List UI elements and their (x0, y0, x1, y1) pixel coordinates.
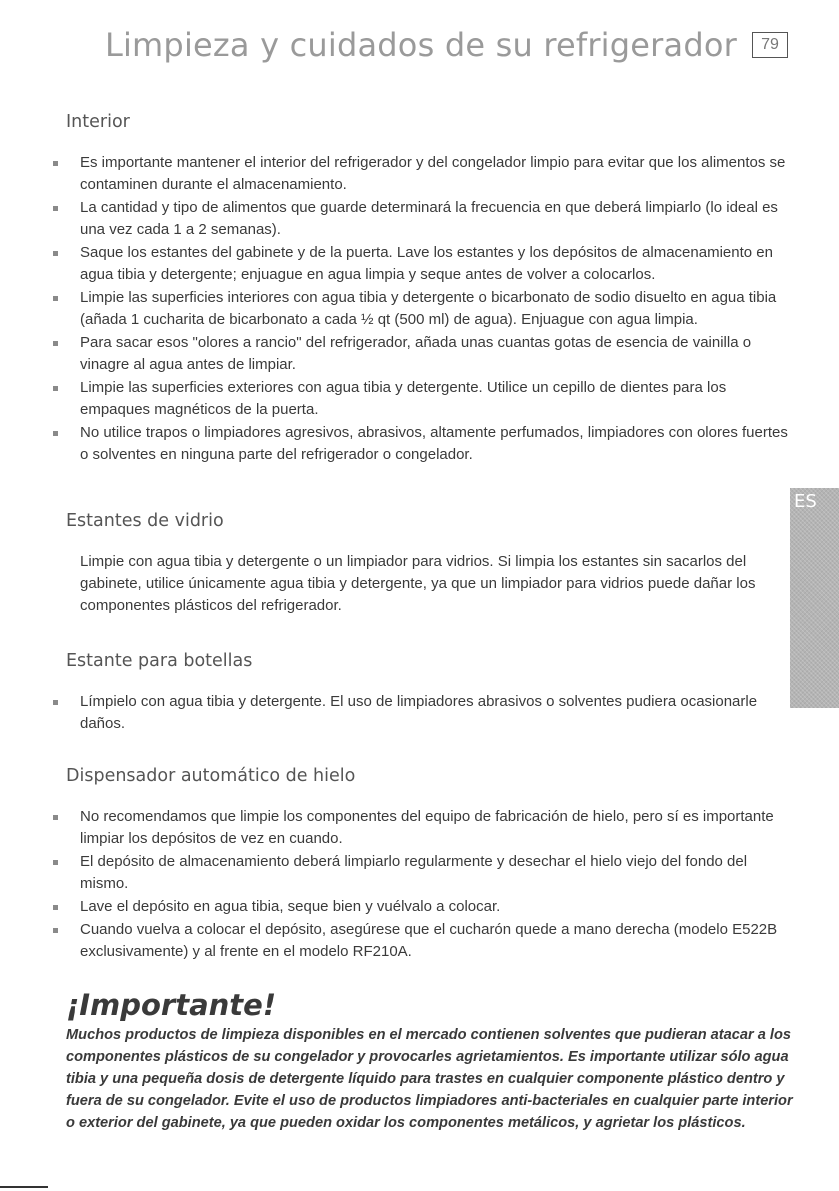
list-item-text: No recomendamos que limpie los componentes del equipo de fabricación de hielo, pero sí es importante limpiar los depósitos de vez en cuando. (80, 808, 774, 847)
list-item (66, 197, 790, 241)
bullet-icon (53, 341, 58, 346)
bullet-icon (53, 928, 58, 933)
important-body: Muchos productos de limpieza disponibles en el mercado contienen solventes que pudieran atacar a los componentes plásticos de su congelador y provocarles agrietamientos. Es importante utilizar sólo agua tibia y una pequeña dosis de detergente líquido para trastes en cualquier componente plástico dentro y fuera de su congelador. Evite el uso de productos limpiadores anti-bacteriales en cualquier parte interior o exterior del gabinete, ya que pueden oxidar los componentes metálicos, y agrietar los plásticos. (66, 1027, 793, 1131)
list-item-text: Límpielo con agua tibia y detergente. El uso de limpiadores abrasivos o solventes pudiera ocasionarle daños. (80, 693, 758, 732)
list-item-text: La cantidad y tipo de alimentos que guarde determinará la frecuencia en que deberá limpiarlo (lo ideal es una vez cada 1 a 2 semanas). (80, 199, 778, 238)
list-item-text: Saque los estantes del gabinete y de la puerta. Lave los estantes y los depósitos de almacenamiento en agua tibia y detergente; enjuague en agua limpia y seque antes de volver a colocarlos. (80, 244, 773, 283)
bullet-icon (53, 431, 58, 436)
section-ice-dispenser (66, 766, 790, 964)
section-paragraph: Limpie con agua tibia y detergente o un limpiador para vidrios. Si limpia los estantes sin sacarlos del gabinete, utilice únicamente agua tibia y detergente, ya que un limpiador para vidrios puede dañar los componentes plásticos del refrigerador. (80, 553, 756, 614)
list-item-text: Cuando vuelva a colocar el depósito, asegúrese que el cucharón quede a mano derecha (modelo E522B exclusivamente) y al frente en el modelo RF210A. (80, 921, 778, 960)
list-item-text: Es importante mantener el interior del refrigerador y del congelador limpio para evitar que los alimentos se contaminen durante el almacenamiento. (80, 154, 786, 193)
bullet-icon (53, 905, 58, 910)
important-title: ¡Importante! (66, 988, 277, 1022)
list-item-text: Para sacar esos "olores a rancio" del refrigerador, añada unas cuantas gotas de esencia de vainilla o vinagre al agua antes de limpiar. (80, 334, 752, 373)
footer-rule (0, 1186, 48, 1188)
list-item (66, 919, 790, 963)
list-item-text: Lave el depósito en agua tibia, seque bien y vuélvalo a colocar. (80, 898, 501, 915)
list-item (66, 287, 790, 331)
section-interior (66, 112, 790, 467)
list-item (66, 806, 790, 850)
list-item (66, 691, 790, 735)
section-heading: Interior (66, 112, 130, 132)
bullet-icon (53, 386, 58, 391)
bullet-list (66, 691, 790, 735)
page-header (0, 26, 839, 66)
bullet-icon (53, 161, 58, 166)
language-tab (790, 488, 839, 708)
bullet-icon (53, 206, 58, 211)
list-item (66, 851, 790, 895)
section-heading: Estantes de vidrio (66, 511, 224, 531)
bullet-icon (53, 860, 58, 865)
important-notice (66, 988, 796, 1134)
list-item-text: El depósito de almacenamiento deberá limpiarlo regularmente y desechar el hielo viejo del fondo del mismo. (80, 853, 748, 892)
bullet-list (66, 806, 790, 963)
page-title: Limpieza y cuidados de su refrigerador (104, 26, 737, 64)
list-item (66, 332, 790, 376)
language-tab-label: ES (794, 491, 817, 512)
bullet-icon (53, 296, 58, 301)
list-item (66, 422, 790, 466)
list-item (66, 377, 790, 421)
bullet-icon (53, 700, 58, 705)
section-glass-shelves (66, 511, 790, 617)
list-item-text: Limpie las superficies exteriores con agua tibia y detergente. Utilice un cepillo de dientes para los empaques magnéticos de la puerta. (80, 379, 727, 418)
list-item-text: Limpie las superficies interiores con agua tibia y detergente o bicarbonato de sodio disuelto en agua tibia (añada 1 cucharita de bicarbonato a cada ½ qt (500 ml) de agua). Enjuague con agua limpia. (80, 289, 777, 328)
page-number: 79 (752, 32, 788, 58)
section-heading: Dispensador automático de hielo (66, 766, 356, 786)
section-bottle-shelf (66, 651, 790, 736)
list-item (66, 152, 790, 196)
section-heading: Estante para botellas (66, 651, 253, 671)
list-item-text: No utilice trapos o limpiadores agresivos, abrasivos, altamente perfumados, limpiadores con olores fuertes o solventes en ninguna parte del refrigerador o congelador. (80, 424, 788, 463)
bullet-list (66, 152, 790, 466)
list-item (66, 896, 790, 918)
bullet-icon (53, 251, 58, 256)
list-item (66, 242, 790, 286)
bullet-icon (53, 815, 58, 820)
